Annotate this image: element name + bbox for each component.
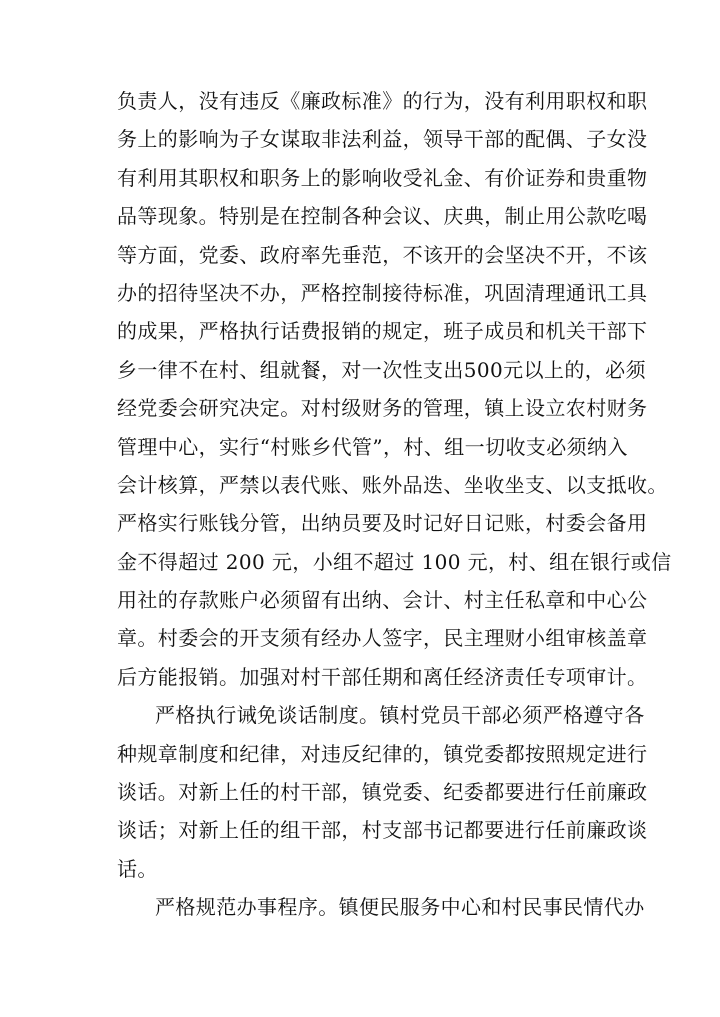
text-line: 等方面，党委、政府率先垂范，不该开的会坚决不开，不该 [117, 242, 648, 267]
text-line: 务上的影响为子女谋取非法利益，领导干部的配偶、子女没 [117, 127, 648, 152]
text-line: 有利用其职权和职务上的影响收受礼金、有价证券和贵重物 [117, 165, 648, 190]
text-line: 种规章制度和纪律，对违反纪律的，镇党委都按照规定进行 [117, 741, 648, 766]
text-line: 经党委会研究决定。对村级财务的管理，镇上设立农村财务 [117, 396, 648, 421]
text-line: 谈话；对新上任的组干部，村支部书记都要进行任前廉政谈 [117, 818, 648, 843]
text-line: 会计核算，严禁以表代账、账外品迭、坐收坐支、以支抵收。 [117, 472, 668, 497]
text-line: 话。 [117, 856, 158, 881]
text-line: 管理中心，实行“村账乡代管”，村、组一切收支必须纳入 [117, 434, 628, 459]
text-line: 谈话。对新上任的村干部，镇党委、纪委都要进行任前廉政 [117, 780, 648, 805]
text-line: 金不得超过 200 元，小组不超过 100 元，村、组在银行或信 [117, 549, 672, 574]
text-line: 品等现象。特别是在控制各种会议、庆典，制止用公款吃喝 [117, 204, 648, 229]
text-line: 用社的存款账户必须留有出纳、会计、村主任私章和中心公 [117, 588, 648, 613]
text-line: 乡一律不在村、组就餐，对一次性支出500元以上的，必须 [117, 357, 646, 382]
body-text [117, 82, 672, 927]
text-line: 严格实行账钱分管，出纳员要及时记好日记账，村委会备用 [117, 511, 648, 536]
text-line: 章。村委会的开支须有经办人签字，民主理财小组审核盖章 [117, 626, 648, 651]
paragraph-start-line: 严格执行诫免谈话制度。镇村党员干部必须严格遵守各 [155, 703, 645, 728]
text-line: 的成果，严格执行话费报销的规定，班子成员和机关干部下 [117, 319, 648, 344]
text-line: 办的招待坚决不办，严格控制接待标准，巩固清理通讯工具 [117, 280, 648, 305]
text-line: 后方能报销。加强对村干部任期和离任经济责任专项审计。 [117, 664, 648, 689]
text-line: 负责人，没有违反《廉政标准》的行为，没有利用职权和职 [117, 89, 648, 113]
paragraph-start-line: 严格规范办事程序。镇便民服务中心和村民事民情代办 [155, 895, 645, 920]
